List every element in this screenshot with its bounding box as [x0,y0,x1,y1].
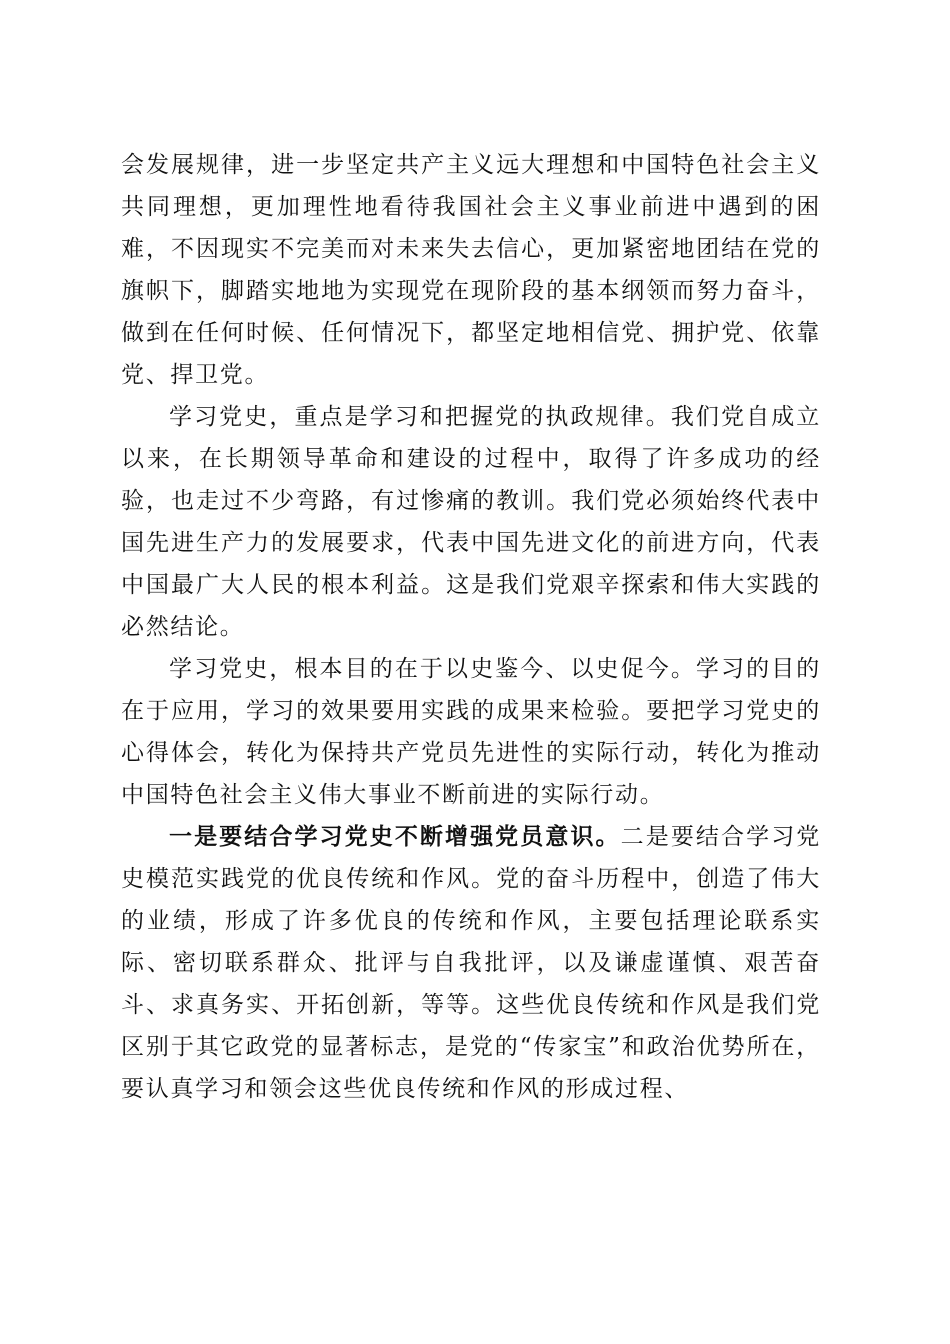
paragraph-4-bold-lead: 一是要结合学习党史不断增强党员意识。 [169,823,621,850]
paragraph-3 [121,648,821,816]
paragraph-1 [121,144,821,396]
paragraph-4-text: 二是要结合学习党史模范实践党的优良传统和作风。党的奋斗历程中，创造了伟大的业绩，形成了许多优良的传统和作风，主要包括理论联系实际、密切联系群众、批评与自我批评，以及谦虚谨慎、艰苦奋斗、求真务实、开拓创新，等等。这些优良传统和作风是我们党区别于其它政党的显著标志，是党的“传家宝”和政治优势所在，要认真学习和领会这些优良传统和作风的形成过程、 [121,824,821,1102]
document-page [121,144,821,1110]
paragraph-2 [121,396,821,648]
paragraph-3-text: 学习党史，根本目的在于以史鉴今、以史促今。学习的目的在于应用，学习的效果要用实践的成果来检验。要把学习党史的心得体会，转化为保持共产党员先进性的实际行动，转化为推动中国特色社会主义伟大事业不断前进的实际行动。 [121,656,821,808]
paragraph-4 [121,816,821,1110]
paragraph-1-text: 会发展规律，进一步坚定共产主义远大理想和中国特色社会主义共同理想，更加理性地看待我国社会主义事业前进中遇到的困难，不因现实不完美而对未来失去信心，更加紧密地团结在党的旗帜下，脚踏实地地为实现党在现阶段的基本纲领而努力奋斗，做到在任何时候、任何情况下，都坚定地相信党、拥护党、依靠党、捍卫党。 [121,152,821,388]
paragraph-2-text: 学习党史，重点是学习和把握党的执政规律。我们党自成立以来，在长期领导革命和建设的过程中，取得了许多成功的经验，也走过不少弯路，有过惨痛的教训。我们党必须始终代表中国先进生产力的发展要求，代表中国先进文化的前进方向，代表中国最广大人民的根本利益。这是我们党艰辛探索和伟大实践的必然结论。 [121,404,821,640]
